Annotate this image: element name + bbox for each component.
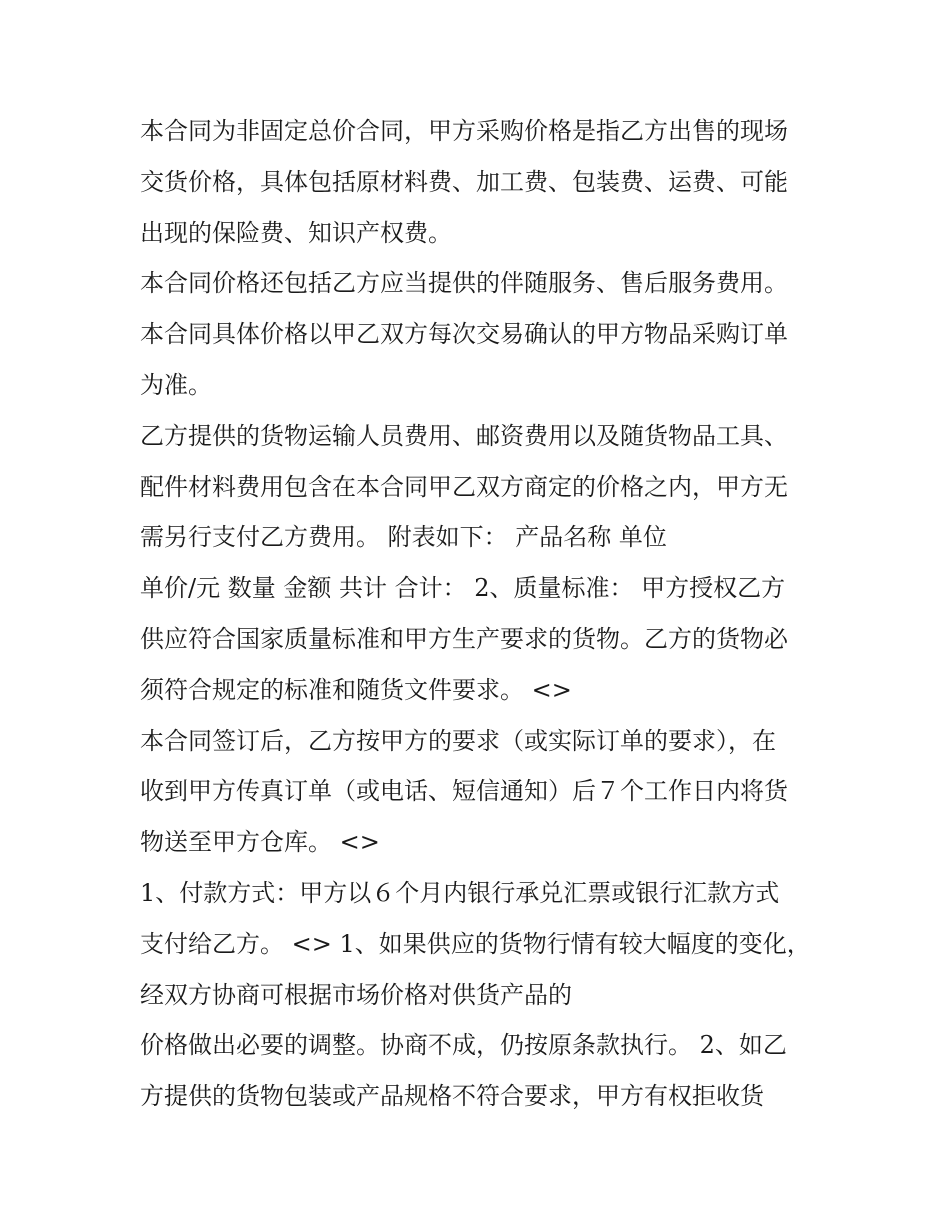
text-line: 本合同具体价格以甲乙双方每次交易确认的甲方物品采购订单: [140, 320, 788, 349]
text-line: 出现的保险费、知识产权费。: [140, 218, 452, 247]
text-line: 为准。: [140, 370, 212, 399]
text-line: 物送至甲方仓库。 <>: [140, 828, 380, 857]
text-line: 需另行支付乙方费用。 附表如下： 产品名称 单位: [140, 523, 667, 552]
document-body: [140, 106, 830, 1122]
text-line: 本合同价格还包括乙方应当提供的伴随服务、售后服务费用。: [140, 269, 788, 298]
text-line: 经双方协商可根据市场价格对供货产品的: [140, 980, 572, 1009]
text-line: 本合同为非固定总价合同，甲方采购价格是指乙方出售的现场: [140, 117, 788, 145]
text-line: 交货价格，具体包括原材料费、加工费、包装费、运费、可能: [140, 167, 788, 196]
text-line: 支付给乙方。 <> 1、如果供应的货物行情有较大幅度的变化，: [140, 929, 811, 958]
text-line: 方提供的货物包装或产品规格不符合要求，甲方有权拒收货: [140, 1082, 764, 1111]
text-line: 须符合规定的标准和随货文件要求。 <>: [140, 675, 572, 704]
text-line: 收到甲方传真订单（或电话、短信通知）后７个工作日内将货: [140, 777, 788, 806]
text-line: 1、付款方式：甲方以６个月内银行承兑汇票或银行汇款方式: [140, 878, 780, 907]
text-line: 单价/元 数量 金额 共计 合计： 2、质量标准： 甲方授权乙方: [140, 574, 786, 603]
text-line: 供应符合国家质量标准和甲方生产要求的货物。乙方的货物必: [140, 624, 788, 653]
text-line: 本合同签订后，乙方按甲方的要求（或实际订单的要求），在: [140, 726, 776, 755]
text-line: 价格做出必要的调整。协商不成，仍按原条款执行。 2、如乙: [140, 1031, 787, 1060]
text-line: 乙方提供的货物运输人员费用、邮资费用以及随货物品工具、: [140, 421, 788, 450]
text-line: 配件材料费用包含在本合同甲乙双方商定的价格之内，甲方无: [140, 472, 788, 501]
